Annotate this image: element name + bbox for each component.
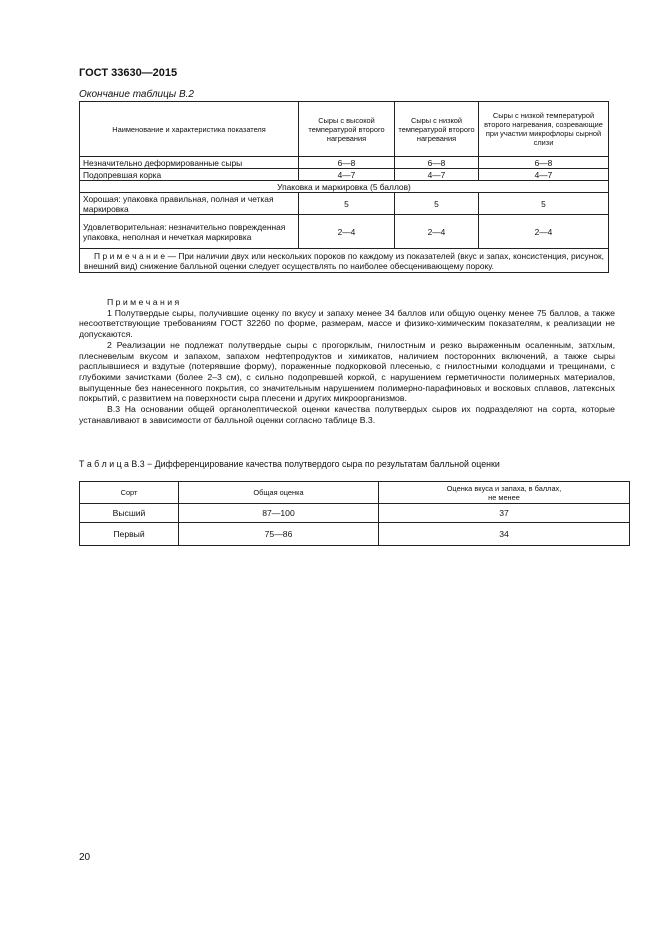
column-header-line: Оценка вкуса и запаха, в баллах, — [446, 483, 562, 493]
note-item: 1 Полутвердые сыры, получившие оценку по вкусу и запаху менее 34 баллов или общую оценку менее 75 баллов, а также несоответствующие требованиям ГОСТ 32260 по форме, размерам, массе и физико-химическим показателям, к реализации не допускаются. — [79, 307, 615, 340]
table-cell: 2—4 — [479, 215, 609, 249]
table-row — [80, 157, 609, 169]
table-section-row — [80, 181, 609, 193]
table-row — [80, 523, 630, 546]
row-label: Удовлетворительная: незначительно поврежденная упаковка, неполная и нечеткая маркировка — [80, 215, 299, 249]
column-header: Сыры с низкой температурой второго нагревания — [395, 102, 479, 157]
table-b3-caption-label: Т а б л и ц а В.3 — [79, 459, 145, 469]
note-text: — При наличии двух или нескольких пороков по каждому из показателей (вкус и запах, консистенция, рисунок, внешний вид) снижение балльной оценки следует осуществлять по наиболее обесценивающему пороку. — [84, 251, 604, 271]
row-label: Подопревшая корка — [80, 169, 299, 181]
note-item: 2 Реализации не подлежат полутвердые сыры с прогорклым, гнилостным и резко выраженным осаленным, затхлым, плесневелым вкусом и запахом, запахом нефтепродуктов и химикатов, наличием посторонних включений, а также сыры расплывшиеся и вздутые (потерявшие форму), пораженные подкорковой плесенью, с гнилостными колодцами и трещинами, с глубокими зачистками (более 2–3 см), с сильно подопревшей коркой, с нарушением герметичности полимерных материалов, выпущенные без нанесенного покрытия, со значительным нарушением полимерно-парафиновых и восковых сплавов, латексных покрытий, с развитием на поверхности сыра плесени и других микроорганизмов. — [79, 339, 615, 404]
page-number: 20 — [79, 852, 91, 863]
table-cell: 5 — [395, 193, 479, 215]
notes-title: П р и м е ч а н и я — [107, 297, 180, 307]
table-row — [80, 215, 609, 249]
table-row — [80, 504, 630, 523]
notes-block — [79, 297, 615, 425]
table-row — [80, 193, 609, 215]
table-note-row — [80, 249, 609, 273]
table-header-row — [80, 482, 630, 504]
table-cell: 6—8 — [479, 157, 609, 169]
column-header: Сорт — [80, 482, 179, 504]
column-header-line: не менее — [488, 492, 520, 502]
table-cell: 5 — [479, 193, 609, 215]
table-cell: 5 — [299, 193, 395, 215]
table-cell: 2—4 — [395, 215, 479, 249]
column-header — [379, 482, 630, 504]
table-cell: 4—7 — [479, 169, 609, 181]
table-cell: 4—7 — [395, 169, 479, 181]
table-cell: 6—8 — [299, 157, 395, 169]
grade-cell: Первый — [80, 523, 179, 546]
table-b3-caption-text: − Дифференцирование качества полутвердого сыра по результатам балльной оценки — [144, 459, 500, 469]
column-header: Общая оценка — [179, 482, 379, 504]
table-header-row — [80, 102, 609, 157]
section-title: Упаковка и маркировка (5 баллов) — [80, 181, 609, 193]
document-header: ГОСТ 33630—2015 — [79, 67, 178, 79]
row-label: Хорошая: упаковка правильная, полная и четкая маркировка — [80, 193, 299, 215]
column-header: Сыры с высокой температурой второго нагревания — [299, 102, 395, 157]
table-b3-caption — [79, 459, 500, 469]
table-row — [80, 169, 609, 181]
taste-score-cell: 37 — [379, 504, 630, 523]
total-score-cell: 75—86 — [179, 523, 379, 546]
table-cell: 6—8 — [395, 157, 479, 169]
table-cell: 4—7 — [299, 169, 395, 181]
column-header: Наименование и характеристика показателя — [80, 102, 299, 157]
grade-cell: Высший — [80, 504, 179, 523]
column-header: Сыры с низкой температурой второго нагревания, созревающие при участии микрофлоры сырной слизи — [479, 102, 609, 157]
taste-score-cell: 34 — [379, 523, 630, 546]
table-b3 — [79, 481, 630, 546]
table-note — [80, 249, 609, 273]
total-score-cell: 87—100 — [179, 504, 379, 523]
row-label: Незначительно деформированные сыры — [80, 157, 299, 169]
table-b2 — [79, 101, 609, 273]
paragraph-b3: В.3 На основании общей органолептической оценки качества полутвердых сыров их подразделяют на сорта, которые устанавливают в зависимости от балльной оценки согласно таблице В.3. — [79, 404, 615, 425]
note-label: П р и м е ч а н и е — [94, 251, 166, 261]
table-b2-caption: Окончание таблицы В.2 — [79, 89, 194, 100]
table-cell: 2—4 — [299, 215, 395, 249]
